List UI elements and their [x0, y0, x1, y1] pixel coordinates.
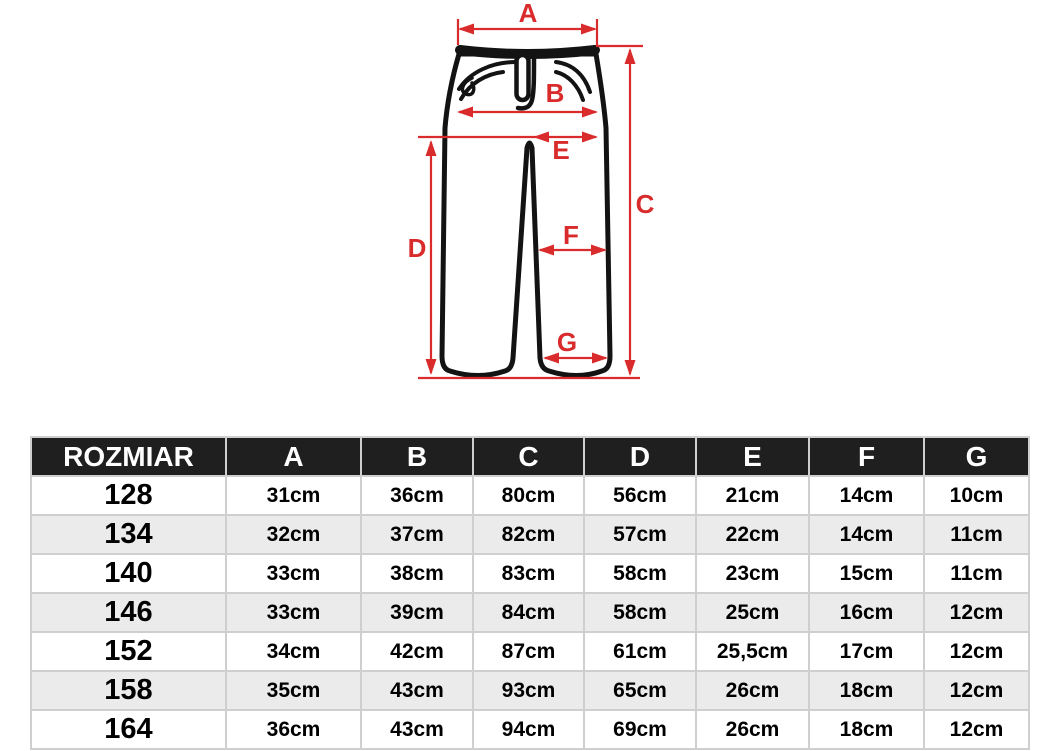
table-cell: 26cm: [696, 710, 809, 749]
table-row: [31, 554, 1029, 593]
measurement-label-c: C: [635, 189, 655, 219]
pants-drawing: [442, 50, 610, 376]
table-cell: 43cm: [361, 671, 473, 710]
table-cell: 14cm: [809, 476, 924, 515]
table-cell: 69cm: [584, 710, 696, 749]
table-cell: 36cm: [226, 710, 361, 749]
table-cell: 36cm: [361, 476, 473, 515]
table-cell: 17cm: [809, 632, 924, 671]
size-cell: 128: [31, 476, 226, 515]
measurement-label-a: A: [518, 0, 538, 28]
table-cell: 38cm: [361, 554, 473, 593]
table-cell: 10cm: [924, 476, 1029, 515]
size-cell: 146: [31, 593, 226, 632]
table-cell: 56cm: [584, 476, 696, 515]
table-cell: 31cm: [226, 476, 361, 515]
table-cell: 37cm: [361, 515, 473, 554]
table-cell: 84cm: [473, 593, 584, 632]
table-cell: 39cm: [361, 593, 473, 632]
size-cell: 152: [31, 632, 226, 671]
size-cell: 158: [31, 671, 226, 710]
arrowhead-down-icon: [625, 360, 636, 376]
table-cell: 23cm: [696, 554, 809, 593]
table-cell: 93cm: [473, 671, 584, 710]
table-cell: 65cm: [584, 671, 696, 710]
size-cell: 164: [31, 710, 226, 749]
table-cell: 12cm: [924, 671, 1029, 710]
table-row: [31, 632, 1029, 671]
pants-outline: [442, 54, 610, 376]
table-cell: 82cm: [473, 515, 584, 554]
table-cell: 12cm: [924, 632, 1029, 671]
table-cell: 42cm: [361, 632, 473, 671]
table-cell: 14cm: [809, 515, 924, 554]
table-cell: 26cm: [696, 671, 809, 710]
table-cell: 43cm: [361, 710, 473, 749]
table-cell: 32cm: [226, 515, 361, 554]
header-g: G: [924, 437, 1029, 476]
table-cell: 12cm: [924, 710, 1029, 749]
table-cell: 12cm: [924, 593, 1029, 632]
table-row: [31, 671, 1029, 710]
table-cell: 25cm: [696, 593, 809, 632]
table-cell: 58cm: [584, 554, 696, 593]
table-cell: 83cm: [473, 554, 584, 593]
table-cell: 80cm: [473, 476, 584, 515]
table-cell: 33cm: [226, 593, 361, 632]
arrowhead-left-icon: [458, 24, 474, 35]
measurement-d: [408, 140, 437, 375]
header-rozmiar: ROZMIAR: [31, 437, 226, 476]
table-cell: 94cm: [473, 710, 584, 749]
header-a: A: [226, 437, 361, 476]
table-cell: 35cm: [226, 671, 361, 710]
measurement-label-b: B: [545, 78, 565, 108]
header-d: D: [584, 437, 696, 476]
table-cell: 11cm: [924, 554, 1029, 593]
table-cell: 18cm: [809, 710, 924, 749]
table-row: [31, 515, 1029, 554]
header-f: F: [809, 437, 924, 476]
table-row: [31, 593, 1029, 632]
table-cell: 22cm: [696, 515, 809, 554]
measurement-label-e: E: [552, 135, 570, 165]
measurement-a: [458, 0, 597, 45]
arrowhead-up-icon: [625, 48, 636, 64]
size-table-header-row: [31, 437, 1029, 476]
pants-belt-loop: [517, 55, 529, 100]
header-c: C: [473, 437, 584, 476]
table-cell: 33cm: [226, 554, 361, 593]
table-cell: 18cm: [809, 671, 924, 710]
size-cell: 134: [31, 515, 226, 554]
table-cell: 87cm: [473, 632, 584, 671]
table-cell: 16cm: [809, 593, 924, 632]
measurement-label-g: G: [556, 327, 578, 357]
table-cell: 25,5cm: [696, 632, 809, 671]
size-cell: 140: [31, 554, 226, 593]
size-table: [30, 436, 1030, 750]
measurement-label-d: D: [407, 233, 427, 263]
table-cell: 34cm: [226, 632, 361, 671]
header-e: E: [696, 437, 809, 476]
arrowhead-down-icon: [426, 359, 437, 375]
table-row: [31, 710, 1029, 749]
table-cell: 57cm: [584, 515, 696, 554]
table-cell: 21cm: [696, 476, 809, 515]
pants-waistband: [460, 50, 595, 54]
measurement-label-f: F: [563, 220, 579, 250]
table-cell: 58cm: [584, 593, 696, 632]
table-cell: 15cm: [809, 554, 924, 593]
table-row: [31, 476, 1029, 515]
header-b: B: [361, 437, 473, 476]
table-cell: 61cm: [584, 632, 696, 671]
table-cell: 11cm: [924, 515, 1029, 554]
arrowhead-up-icon: [426, 140, 437, 156]
arrowhead-right-icon: [581, 24, 597, 35]
